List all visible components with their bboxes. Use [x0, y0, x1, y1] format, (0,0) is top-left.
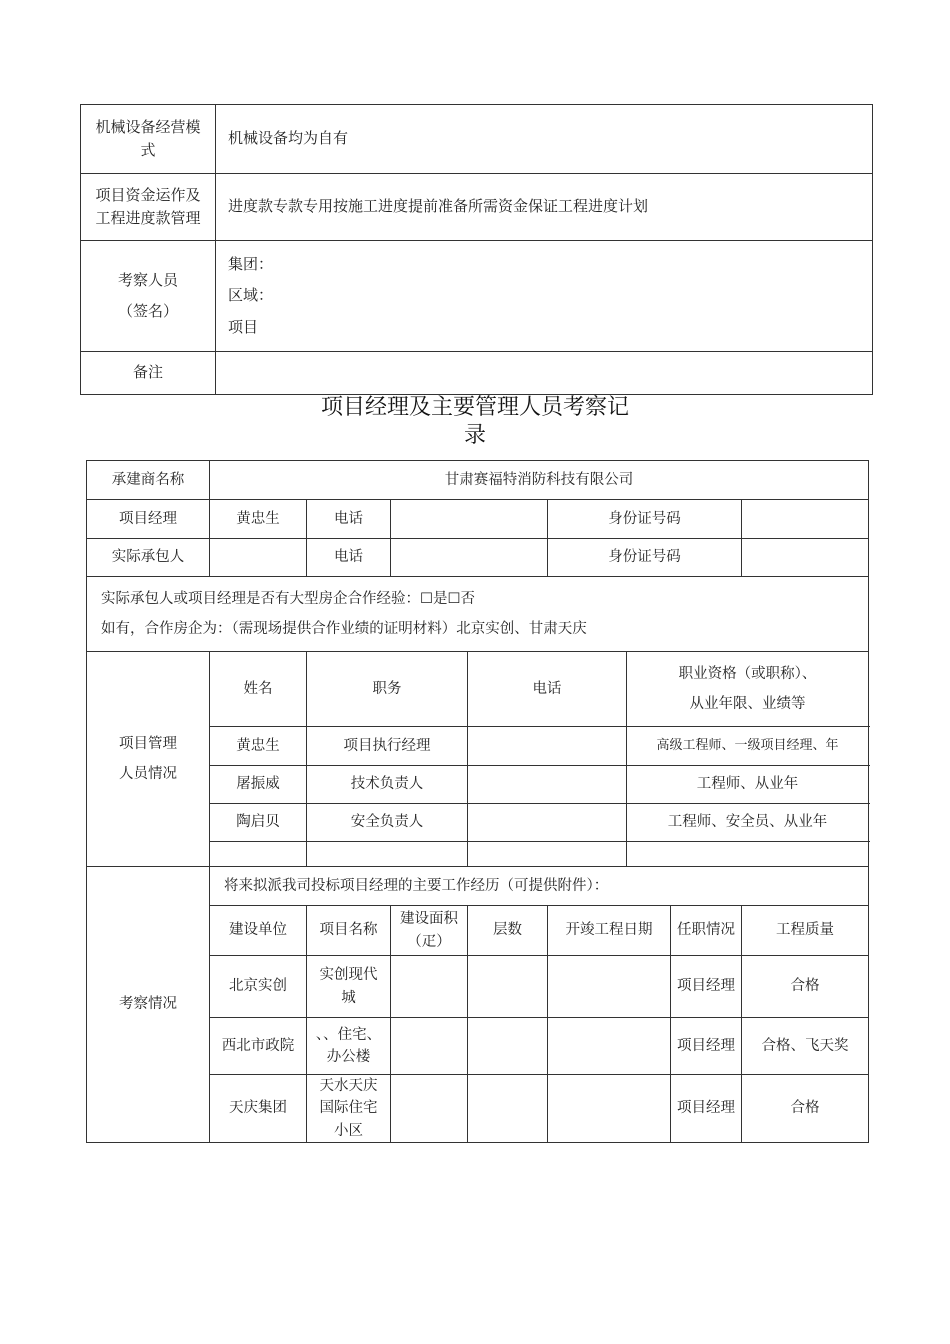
- actual-id-value: [742, 539, 869, 577]
- inspect-dates: [548, 1018, 671, 1075]
- row-value-inspectors: [216, 241, 873, 352]
- inspect-builder: 北京实创: [210, 956, 307, 1018]
- mgmt-header-phone: 电话: [468, 652, 627, 727]
- row-value-remarks: [216, 352, 873, 395]
- inspect-floors: [468, 956, 548, 1018]
- experience-cell: [87, 577, 869, 652]
- inspect-section-label: 考察情况: [87, 867, 210, 1143]
- signature-label: （签名）: [117, 302, 178, 320]
- inspect-header-floors: 层数: [468, 906, 548, 956]
- title-line-1: 项目经理及主要管理人员考察记: [320, 395, 629, 420]
- inspect-project: 天水天庆国际住宅小区: [307, 1075, 391, 1143]
- row-value-fund-management: 进度款专款专用按施工进度提前准备所需资金保证工程进度计划: [216, 174, 873, 241]
- inspect-dates: [548, 956, 671, 1018]
- mgmt-header-name: 姓名: [210, 652, 307, 727]
- row-label-fund-management: 项目资金运作及工程进度款管理: [81, 174, 216, 241]
- contractor-label: 承建商名称: [87, 461, 210, 500]
- actual-phone-value: [391, 539, 548, 577]
- inspect-header-quality: 工程质量: [742, 906, 869, 956]
- inspect-area: [391, 1018, 468, 1075]
- row-label-inspectors: [81, 241, 216, 352]
- inspect-floors: [468, 1018, 548, 1075]
- pm-phone-label: 电话: [307, 500, 391, 539]
- inspect-role: 项目经理: [671, 1075, 742, 1143]
- mgmt-label-2: 人员情况: [119, 766, 177, 782]
- inspect-header-role: 任职情况: [671, 906, 742, 956]
- mgmt-header-qualification: [627, 652, 869, 727]
- mgmt-name: [210, 842, 307, 867]
- row-label-equipment-mode: 机械设备经营模式: [81, 105, 216, 174]
- inspect-builder: 西北市政院: [210, 1018, 307, 1075]
- inspectors-label: 考察人员: [117, 270, 178, 289]
- inspect-header-dates: 开竣工程日期: [548, 906, 671, 956]
- mgmt-qualification: 工程师、安全员、从业年: [627, 804, 869, 842]
- inspect-quality: 合格: [742, 956, 869, 1018]
- actual-contractor-name: [210, 539, 307, 577]
- page-title: [0, 394, 950, 450]
- mgmt-position: 安全负责人: [307, 804, 468, 842]
- inspect-project: 、、住宅、办公楼: [307, 1018, 391, 1075]
- pm-id-value: [742, 500, 869, 539]
- inspect-floors: [468, 1075, 548, 1143]
- inspector-group: 集团：: [228, 255, 274, 274]
- manager-inspection-table: [86, 460, 869, 1143]
- inspector-project: 项目: [228, 317, 259, 336]
- inspect-builder: 天庆集团: [210, 1075, 307, 1143]
- pm-id-label: 身份证号码: [548, 500, 742, 539]
- inspect-quality: 合格、飞天奖: [742, 1018, 869, 1075]
- actual-id-label: 身份证号码: [548, 539, 742, 577]
- inspect-header-builder: 建设单位: [210, 906, 307, 956]
- mgmt-phone: [468, 804, 627, 842]
- title-line-2: 录: [463, 423, 486, 448]
- pm-name: 黄忠生: [210, 500, 307, 539]
- mgmt-position: 项目执行经理: [307, 727, 468, 766]
- mgmt-phone: [468, 727, 627, 766]
- inspector-region: 区域：: [228, 286, 274, 305]
- actual-contractor-label: 实际承包人: [87, 539, 210, 577]
- actual-phone-label: 电话: [307, 539, 391, 577]
- mgmt-phone: [468, 842, 627, 867]
- inspect-quality: 合格: [742, 1075, 869, 1143]
- mgmt-name: 黄忠生: [210, 727, 307, 766]
- mgmt-qualification: [627, 842, 869, 867]
- pm-phone-value: [391, 500, 548, 539]
- inspect-area: [391, 956, 468, 1018]
- pm-label: 项目经理: [87, 500, 210, 539]
- mgmt-position: [307, 842, 468, 867]
- mgmt-header-position: 职务: [307, 652, 468, 727]
- inspect-header-project: 项目名称: [307, 906, 391, 956]
- inspect-role: 项目经理: [671, 1018, 742, 1075]
- inspect-dates: [548, 1075, 671, 1143]
- inspect-role: 项目经理: [671, 956, 742, 1018]
- mgmt-name: 屠振威: [210, 766, 307, 804]
- experience-answer: 如有，合作房企为：（需现场提供合作业绩的证明材料）北京实创、甘肃天庆: [101, 621, 587, 637]
- row-value-equipment-mode: 机械设备均为自有: [216, 105, 873, 174]
- mgmt-header-qualification-1: 职业资格（或职称）、: [678, 665, 817, 682]
- mgmt-qualification: 高级工程师、一级项目经理、年: [627, 727, 869, 766]
- mgmt-label-1: 项目管理: [119, 735, 177, 752]
- contractor-name: 甘肃赛福特消防科技有限公司: [210, 461, 869, 500]
- mgmt-name: 陶启贝: [210, 804, 307, 842]
- inspect-header-area: 建设面积（疋）: [391, 906, 468, 956]
- inspect-area: [391, 1075, 468, 1143]
- inspect-intro: 将来拟派我司投标项目经理的主要工作经历（可提供附件）：: [210, 867, 869, 906]
- mgmt-header-qualification-2: 从业年限、业绩等: [689, 696, 806, 712]
- experience-question: 实际承包人或项目经理是否有大型房企合作经验：☐是☐否: [101, 590, 475, 607]
- mgmt-phone: [468, 766, 627, 804]
- inspect-project: 实创现代城: [307, 956, 391, 1018]
- row-label-remarks: 备注: [81, 352, 216, 395]
- mgmt-position: 技术负责人: [307, 766, 468, 804]
- mgmt-qualification: 工程师、从业年: [627, 766, 869, 804]
- equipment-fund-table: [80, 104, 873, 395]
- mgmt-section-label: [87, 652, 210, 867]
